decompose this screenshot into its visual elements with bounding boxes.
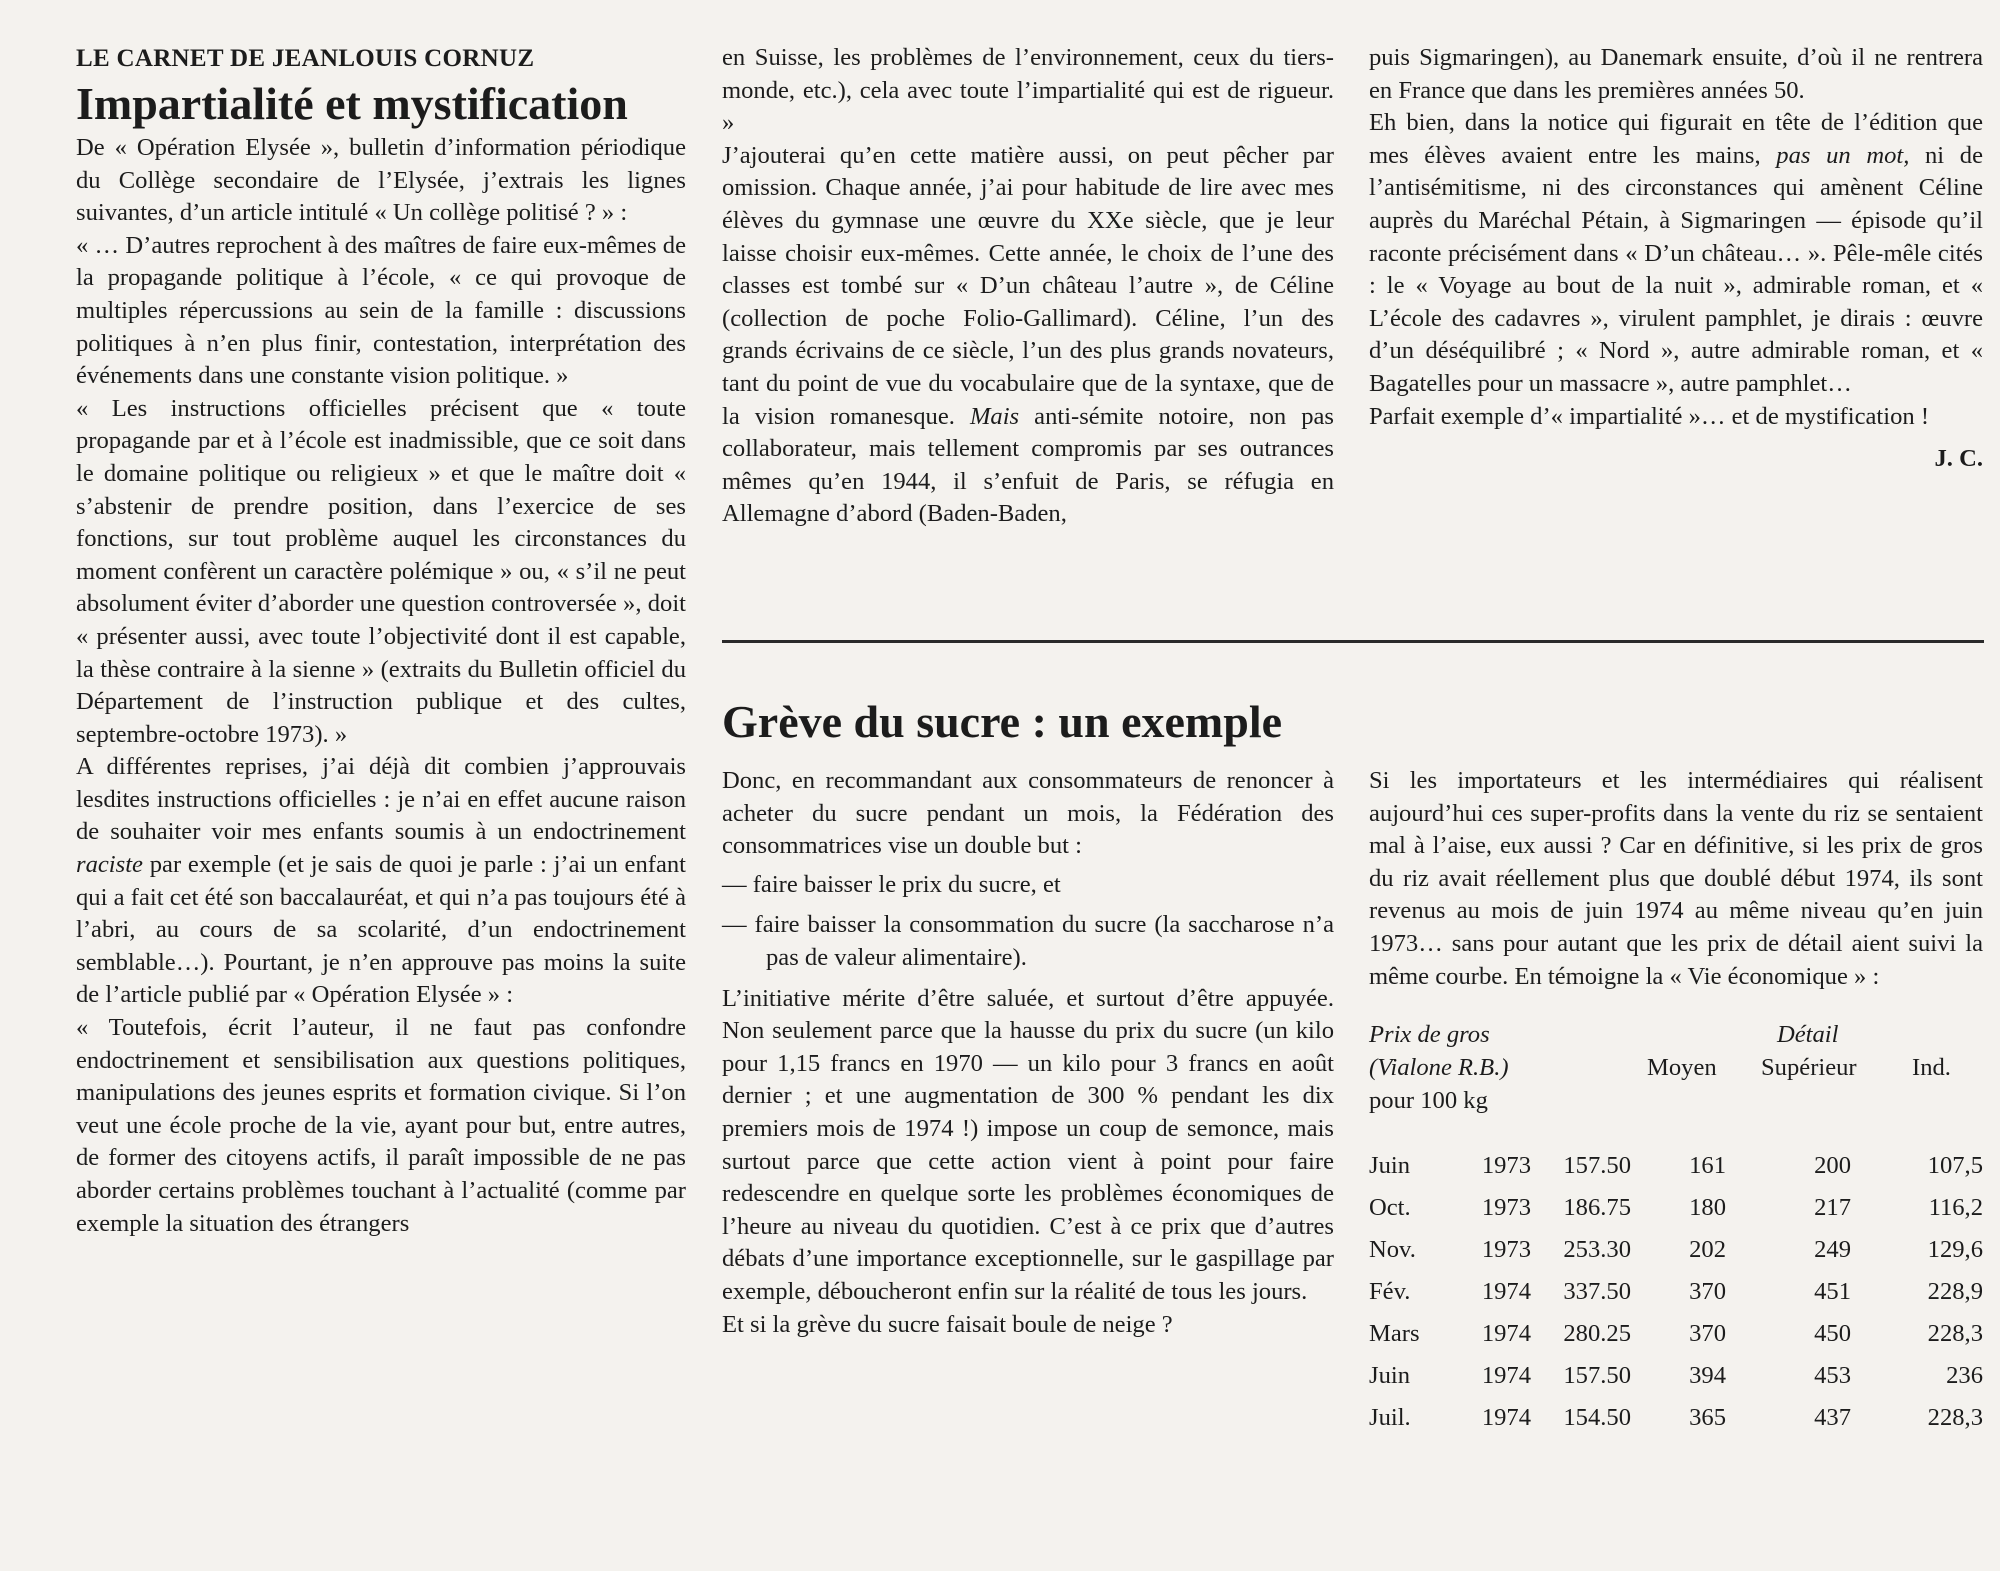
rice-price-table	[1369, 1019, 1983, 1439]
wholesale-price-cell: 253.30	[1563, 1235, 1631, 1263]
header-wholesale-line3: pour 100 kg	[1369, 1087, 1488, 1115]
index-cell: 228,9	[1927, 1277, 1983, 1305]
retail-superior-cell: 450	[1814, 1319, 1851, 1347]
article1-paragraph: J’ajouterai qu’en cette matière aussi, on peut pêcher par omission. Chaque année, j’ai pour habitude de lire avec mes élèves du gymnase une œuvre du XXe siècle, que je leur laisse choisir eux-mêmes. Cette année, le choix de l’une des classes est tombé sur « D’un château l’autre », de Céline (collection de poche Folio-Gallimard). Céline, l’un des grands écrivains de ce siècle, l’un des plus grands novateurs, tant du point de vue du vocabulaire que de la syntaxe, que de la vision romanesque. Mais anti-sémite notoire, non pas collaborateur, mais tellement compromis par ses outrances mêmes qu’en 1944, il s’enfuit de Paris, se réfugia en Allemagne d’abord (Baden-Baden,	[722, 141, 1334, 528]
header-moyen: Moyen	[1647, 1054, 1717, 1082]
year-cell: 1973	[1481, 1151, 1531, 1179]
article2-column-left	[722, 765, 1334, 1341]
year-cell: 1973	[1481, 1235, 1531, 1263]
emphasis-mais: Mais	[969, 402, 1020, 430]
article2-bullet: — faire baisser le prix du sucre, et	[722, 870, 1061, 898]
article1-title: Impartialité et mystification	[76, 78, 628, 129]
retail-average-cell: 370	[1689, 1277, 1726, 1305]
index-cell: 236	[1946, 1361, 1983, 1389]
table-row	[1369, 1355, 1983, 1397]
retail-superior-cell: 217	[1814, 1193, 1851, 1221]
month-cell: Juin	[1369, 1361, 1410, 1389]
month-cell: Oct.	[1369, 1193, 1411, 1221]
article1-paragraph: A différentes reprises, j’ai déjà dit combien j’approuvais lesdites instructions officielles : je n’ai en effet aucune raison de souhaiter voir mes enfants soumis à un endoctrinement raciste par exemple (et je sais de quoi je parle : j’ai un enfant qui a fait cet été son baccalauréat, et qui n’a pas toujours été à l’abri, au cours de sa scolarité, d’un endoctrinement semblable…). Pourtant, je n’en approuve pas moins la suite de l’article publié par « Opération Elysée » :	[76, 753, 686, 1009]
header-detail: Détail	[1777, 1021, 1839, 1049]
month-cell: Nov.	[1369, 1235, 1416, 1263]
table-header	[1369, 1019, 1983, 1127]
retail-superior-cell: 451	[1814, 1277, 1851, 1305]
wholesale-price-cell: 186.75	[1563, 1193, 1631, 1221]
section-divider	[722, 640, 1984, 643]
article2-closing: Et si la grève du sucre faisait boule de neige ?	[722, 1310, 1173, 1338]
article1-paragraph: De « Opération Elysée », bulletin d’information périodique du Collège secondaire de l’Elysée, j’extrais les lignes suivantes, d’un article intitulé « Un collège politisé ? » :	[76, 134, 686, 227]
article2-bullet: — faire baisser la consommation du sucre (la saccharose n’a pas de valeur alimentaire).	[722, 911, 1334, 971]
retail-average-cell: 161	[1689, 1151, 1726, 1179]
article1-paragraph: en Suisse, les problèmes de l’environnement, ceux du tiers-monde, etc.), cela avec toute l’impartialité qui est de rigueur. »	[722, 44, 1334, 137]
article2-title: Grève du sucre : un exemple	[722, 696, 1283, 747]
year-cell: 1973	[1481, 1193, 1531, 1221]
header-wholesale-line2: (Vialone R.B.)	[1369, 1054, 1509, 1082]
article1-kicker: LE CARNET DE JEANLOUIS CORNUZ	[76, 45, 535, 72]
table-row	[1369, 1229, 1983, 1271]
article1-column-3	[1369, 42, 1983, 476]
year-cell: 1974	[1481, 1403, 1531, 1431]
article1-paragraph: puis Sigmaringen), au Danemark ensuite, d’où il ne rentrera en France que dans les premières années 50.	[1369, 44, 1983, 104]
emphasis-pas-un-mot: pas un mot,	[1776, 141, 1910, 169]
article2-paragraph: Si les importateurs et les intermédiaires qui réalisent aujourd’hui ces super-profits dans la vente du riz se sentaient mal à l’aise, eux aussi ? Car en définitive, si les prix de gros du riz avait réellement plus que doublé début 1974, ils sont revenus au mois de juin 1974 au même niveau qu’en juin 1973… sans pour autant que les prix de détail aient suivi la même courbe. En témoigne la « Vie économique » :	[1369, 767, 1983, 990]
index-cell: 129,6	[1927, 1235, 1983, 1263]
index-cell: 107,5	[1927, 1151, 1983, 1179]
article2-intro: Donc, en recommandant aux consommateurs de renoncer à acheter du sucre pendant un mois, la Fédération des consommatrices vise un double but :	[722, 767, 1334, 860]
retail-average-cell: 180	[1689, 1193, 1726, 1221]
retail-superior-cell: 453	[1814, 1361, 1851, 1389]
index-cell: 228,3	[1927, 1319, 1983, 1347]
wholesale-price-cell: 157.50	[1563, 1361, 1631, 1389]
index-cell: 228,3	[1927, 1403, 1983, 1431]
year-cell: 1974	[1481, 1319, 1531, 1347]
table-row	[1369, 1313, 1983, 1355]
retail-average-cell: 370	[1689, 1319, 1726, 1347]
price-table-body	[1369, 1145, 1983, 1439]
table-row	[1369, 1187, 1983, 1229]
month-cell: Mars	[1369, 1319, 1420, 1347]
retail-superior-cell: 200	[1814, 1151, 1851, 1179]
wholesale-price-cell: 154.50	[1563, 1403, 1631, 1431]
retail-superior-cell: 249	[1814, 1235, 1851, 1263]
table-row	[1369, 1397, 1983, 1439]
article1-paragraph: « Toutefois, écrit l’auteur, il ne faut pas confondre endoctrinement et sensibilisation aux questions politiques, manipulations des jeunes esprits et formation civique. Si l’on veut une école proche de la vie, ayant pour but, entre autres, de former des citoyens actifs, il paraît impossible de ne pas aborder certains problèmes touchant à l’actualité (comme par exemple la situation des étrangers	[76, 1014, 686, 1237]
wholesale-price-cell: 280.25	[1563, 1319, 1631, 1347]
article1-signature: J. C.	[1934, 445, 1983, 473]
month-cell: Fév.	[1369, 1277, 1411, 1305]
month-cell: Juil.	[1369, 1403, 1411, 1431]
article1-column-2	[722, 42, 1334, 531]
year-cell: 1974	[1481, 1361, 1531, 1389]
article1-paragraph: « Les instructions officielles précisent que « toute propagande par et à l’école est inadmissible, que ce soit dans le domaine politique ou religieux » et que le maître doit « s’abstenir de prendre position, dans l’exercice de ses fonctions, sur tout problème auquel les circonstances du moment confèrent un caractère polémique » ou, « s’il ne peut absolument éviter d’aborder une question controversée », doit « présenter aussi, avec toute l’objectivité dont il est capable, la thèse contraire à la sienne » (extraits du Bulletin officiel du Département de l’instruction publique et des cultes, septembre-octobre 1973). »	[76, 394, 686, 748]
index-cell: 116,2	[1928, 1193, 1983, 1221]
header-superieur: Supérieur	[1761, 1054, 1857, 1082]
wholesale-price-cell: 337.50	[1563, 1277, 1631, 1305]
retail-average-cell: 394	[1689, 1361, 1726, 1389]
article2-paragraph: L’initiative mérite d’être saluée, et surtout d’être appuyée. Non seulement parce que la hausse du prix du sucre (un kilo pour 1,15 francs en 1970 — un kilo pour 3 francs en août dernier ; et une augmentation de 300 % pendant les dix premiers mois de 1974 !) impose un coup de semonce, mais surtout parce que cette action vient à point pour faire redescendre en quelque sorte les problèmes économiques de l’heure au niveau du quotidien. C’est à ce prix que d’autres débats d’une importance exceptionnelle, sur le gaspillage par exemple, déboucheront enfin sur la réalité de tous les jours.	[722, 984, 1334, 1305]
wholesale-price-cell: 157.50	[1563, 1151, 1631, 1179]
header-wholesale-line1: Prix de gros	[1369, 1021, 1490, 1049]
year-cell: 1974	[1481, 1277, 1531, 1305]
table-row	[1369, 1145, 1983, 1187]
emphasis-raciste: raciste	[76, 851, 143, 879]
article1-paragraph: Eh bien, dans la notice qui figurait en tête de l’édition que mes élèves avaient entre les mains, pas un mot, ni de l’antisémitisme, ni des circonstances qui amènent Céline auprès du Maréchal Pétain, à Sigmaringen — épisode qu’il raconte précisément dans « D’un château… ». Pêle-mêle cités : le « Voyage au bout de la nuit », admirable roman, et « L’école des cadavres », virulent pamphlet, je dirais : œuvre d’un déséquilibré ; « Nord », autre admirable roman, et « Bagatelles pour un massacre », autre pamphlet…	[1369, 109, 1983, 397]
retail-superior-cell: 437	[1814, 1403, 1851, 1431]
retail-average-cell: 202	[1689, 1235, 1726, 1263]
table-row	[1369, 1271, 1983, 1313]
article1-column-1	[76, 42, 686, 1240]
article1-paragraph: Parfait exemple d’« impartialité »… et de mystification !	[1369, 402, 1930, 430]
retail-average-cell: 365	[1689, 1403, 1726, 1431]
month-cell: Juin	[1369, 1151, 1410, 1179]
article1-paragraph: « … D’autres reprochent à des maîtres de faire eux-mêmes de la propagande politique à l’école, « ce qui provoque de multiples répercussions au sein de la famille : discussions politiques à n’en plus finir, contestation, interprétation des événements dans une constante vision politique. »	[76, 231, 686, 390]
header-ind: Ind.	[1912, 1054, 1951, 1082]
article2-column-right	[1369, 765, 1983, 1439]
